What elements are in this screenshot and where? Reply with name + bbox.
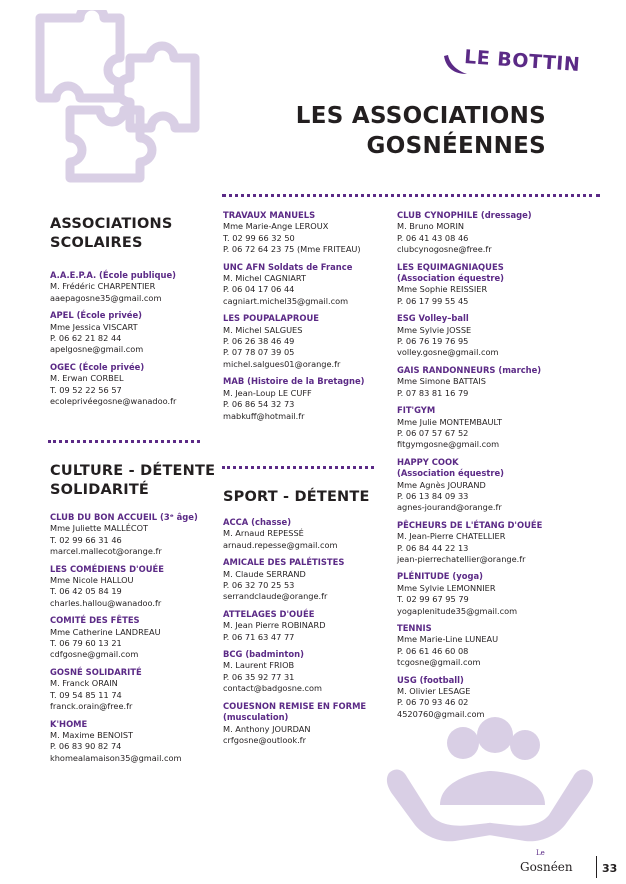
- section-kicker: LE BOTTIN: [463, 46, 581, 77]
- association-name: GOSNÉ SOLIDARITÉ: [50, 666, 142, 677]
- phone-number: P. 06 83 90 82 74: [50, 741, 122, 752]
- list-item: [50, 310, 218, 356]
- phone-number: P. 06 84 44 22 13: [397, 542, 469, 553]
- phone-number: T. 06 42 05 84 19: [50, 586, 122, 597]
- phone-number: P. 06 35 92 77 31: [223, 671, 295, 682]
- section-title-culture: [50, 462, 218, 500]
- header-divider: [222, 194, 600, 197]
- section-title-line: CULTURE - DÉTENTE: [50, 463, 216, 479]
- contact-name: Mme Sylvie LEMONNIER: [397, 582, 496, 593]
- association-name: ESG Volley–ball: [397, 313, 469, 324]
- footer-logo-text: Gosnéen: [520, 860, 573, 874]
- list-item: [397, 571, 597, 617]
- email-link[interactable]: jean-pierrechatellier@orange.fr: [397, 553, 526, 564]
- association-name: A.A.E.P.A. (École publique): [50, 270, 176, 280]
- phone-number: P. 06 72 64 23 75 (Mme FRITEAU): [223, 244, 361, 255]
- association-name: AMICALE DES PALÉTISTES: [223, 557, 345, 568]
- contact-name: Mme Catherine LANDREAU: [50, 626, 161, 637]
- contact-name: Mme Sylvie JOSSE: [397, 324, 472, 335]
- email-link[interactable]: apelgosne@gmail.com: [50, 344, 144, 355]
- phone-number: T. 02 99 67 95 79: [397, 594, 469, 605]
- phone-number: T. 02 99 66 32 50: [223, 232, 295, 243]
- list-item: [223, 313, 395, 370]
- list-item: [50, 270, 218, 304]
- email-link[interactable]: michel.salgues01@orange.fr: [223, 358, 341, 369]
- association-name-sub: (Association équestre): [397, 273, 504, 284]
- email-link[interactable]: khomealamaison35@gmail.com: [50, 752, 182, 763]
- phone-number: P. 06 04 17 06 44: [223, 284, 295, 295]
- list-item: [397, 210, 597, 256]
- email-link[interactable]: cdfgosne@gmail.com: [50, 649, 139, 660]
- association-name-sub: (musculation): [223, 712, 289, 723]
- list-item: [397, 623, 597, 669]
- section-title-sport: SPORT - DÉTENTE: [223, 489, 370, 505]
- email-link[interactable]: crfgosne@outlook.fr: [223, 734, 306, 745]
- list-item: [397, 405, 597, 451]
- column-right: [397, 210, 597, 726]
- association-name: COMITÉ DES FÊTES: [50, 615, 140, 626]
- footer-logo: [520, 849, 573, 876]
- column-left: [50, 215, 218, 413]
- phone-number: P. 06 07 57 67 52: [397, 427, 469, 438]
- association-name: ACCA (chasse): [223, 517, 292, 527]
- list-item: [223, 557, 395, 603]
- column-middle: [223, 210, 395, 428]
- section-title-line: ASSOCIATIONS: [50, 216, 173, 232]
- association-name: ATTELAGES D'OUÉE: [223, 608, 315, 619]
- list-item: [397, 313, 597, 359]
- hands-people-icon: [385, 705, 595, 855]
- email-link[interactable]: charles.hallou@wanadoo.fr: [50, 597, 162, 608]
- contact-name: M. Michel SALGUES: [223, 324, 303, 335]
- contact-name: Mme Julie MONTEMBAULT: [397, 416, 502, 427]
- phone-number: T. 02 99 66 31 46: [50, 534, 122, 545]
- list-item: [223, 210, 395, 256]
- contact-name: Mme Agnès JOURAND: [397, 479, 486, 490]
- email-link[interactable]: serrandclaude@orange.fr: [223, 591, 328, 602]
- phone-number: P. 06 32 70 25 53: [223, 580, 295, 591]
- contact-name: M. Claude SERRAND: [223, 568, 306, 579]
- association-name: TENNIS: [397, 623, 432, 633]
- list-item: [50, 512, 218, 558]
- page-title-line1: LES ASSOCIATIONS: [295, 103, 546, 129]
- column-left-culture: [50, 462, 218, 770]
- association-name: UNC AFN Soldats de France: [223, 261, 353, 272]
- email-link[interactable]: arnaud.repesse@gmail.com: [223, 539, 338, 550]
- contact-name: M. Arnaud REPESSÉ: [223, 528, 304, 539]
- association-name-sub: (Association équestre): [397, 468, 504, 479]
- contact-name: Mme Marie-Ange LEROUX: [223, 221, 329, 232]
- association-name: PLÉNITUDE (yoga): [397, 571, 483, 582]
- contact-name: Mme Marie-Line LUNEAU: [397, 634, 499, 645]
- association-name: MAB (Histoire de la Bretagne): [223, 376, 365, 387]
- contact-name: Mme Juliette MALLÉCOT: [50, 523, 149, 534]
- email-link[interactable]: cagniart.michel35@gmail.com: [223, 295, 349, 306]
- association-name: FIT'GYM: [397, 405, 436, 416]
- phone-number: P. 06 70 93 46 02: [397, 697, 469, 708]
- email-link[interactable]: franck.orain@free.fr: [50, 701, 133, 712]
- list-item: [223, 517, 395, 551]
- email-link[interactable]: volley.gosne@gmail.com: [397, 347, 499, 358]
- association-name: COUESNON REMISE EN FORME: [223, 700, 367, 711]
- puzzle-icon: [30, 10, 205, 185]
- email-link[interactable]: marcel.mallecot@orange.fr: [50, 546, 162, 557]
- column-middle-sport: [223, 488, 395, 752]
- footer-logo-small: Le: [536, 849, 545, 857]
- list-item: [50, 719, 218, 765]
- association-name: BCG (badminton): [223, 649, 304, 660]
- section-title-scolaires: [50, 215, 218, 253]
- phone-number: P. 06 62 21 82 44: [50, 333, 122, 344]
- contact-name: M. Laurent FRIOB: [223, 660, 295, 671]
- association-name: CLUB DU BON ACCUEIL (3ᵉ âge): [50, 512, 198, 522]
- list-item: [397, 520, 597, 566]
- contact-name: M. Olivier LESAGE: [397, 686, 471, 697]
- phone-number: P. 06 26 38 46 49: [223, 336, 295, 347]
- email-link[interactable]: contact@badgosne.com: [223, 683, 323, 694]
- contact-name: M. Jean Pierre ROBINARD: [223, 620, 326, 631]
- contact-name: Mme Sophie REISSIER: [397, 284, 488, 295]
- association-name: OGEC (École privée): [50, 361, 145, 372]
- contact-name: Mme Simone BATTAIS: [397, 376, 486, 387]
- contact-name: M. Anthony JOURDAN: [223, 723, 311, 734]
- phone-number: P. 06 71 63 47 77: [223, 631, 295, 642]
- email-link[interactable]: tcgosne@gmail.com: [397, 657, 481, 668]
- list-item: [50, 667, 218, 713]
- email-link[interactable]: clubcynogosne@free.fr: [397, 244, 492, 255]
- list-item: [223, 701, 395, 747]
- association-name: LES EQUIMAGNIAQUES: [397, 261, 504, 272]
- list-item: [397, 365, 597, 399]
- middle-divider: [222, 466, 374, 469]
- contact-name: M. Jean-Pierre CHATELLIER: [397, 531, 506, 542]
- phone-number: P. 06 76 19 76 95: [397, 336, 469, 347]
- association-name: LES POUPALAPROUE: [223, 313, 319, 324]
- association-name: HAPPY COOK: [397, 456, 459, 467]
- list-item: [223, 262, 395, 308]
- contact-name: M. Jean-Loup LE CUFF: [223, 387, 312, 398]
- page-title: [246, 102, 546, 160]
- page-number: 33: [602, 862, 618, 875]
- email-link[interactable]: fitgymgosne@gmail.com: [397, 439, 500, 450]
- association-name: LES COMÉDIENS D'OUÉE: [50, 563, 164, 574]
- phone-number: T. 06 79 60 13 21: [50, 638, 122, 649]
- phone-number: P. 06 13 84 09 33: [397, 490, 469, 501]
- list-item: [50, 362, 218, 408]
- contact-name: M. Erwan CORBEL: [50, 373, 124, 384]
- contact-name: Mme Nicole HALLOU: [50, 575, 134, 586]
- list-item: [397, 675, 597, 721]
- list-item: [223, 649, 395, 695]
- association-name: APEL (École privée): [50, 310, 142, 321]
- list-item: [397, 457, 597, 514]
- email-link[interactable]: mabkuff@hotmail.fr: [223, 410, 305, 421]
- email-link[interactable]: agnes-jourand@orange.fr: [397, 502, 502, 513]
- phone-number: T. 09 52 22 56 57: [50, 384, 122, 395]
- association-name: K'HOME: [50, 718, 88, 729]
- phone-number: P. 07 83 81 16 79: [397, 387, 469, 398]
- phone-number: T. 09 54 85 11 74: [50, 689, 122, 700]
- left-divider: [48, 440, 200, 443]
- contact-name: M. Bruno MORIN: [397, 221, 464, 232]
- footer-separator: [596, 856, 597, 878]
- email-link[interactable]: 4520760@gmail.com: [397, 708, 485, 719]
- section-title-line: SCOLAIRES: [50, 235, 143, 251]
- email-link[interactable]: aaepagosne35@gmail.com: [50, 292, 162, 303]
- list-item: [50, 564, 218, 610]
- list-item: [223, 376, 395, 422]
- email-link[interactable]: yogaplenitude35@gmail.com: [397, 605, 518, 616]
- list-item: [223, 609, 395, 643]
- phone-number: P. 06 61 46 60 08: [397, 645, 469, 656]
- phone-number: P. 06 17 99 55 45: [397, 295, 469, 306]
- contact-name: Mme Jessica VISCART: [50, 321, 138, 332]
- contact-name: M. Franck ORAIN: [50, 678, 118, 689]
- section-title-line: SOLIDARITÉ: [50, 482, 150, 498]
- phone-number: P. 07 78 07 39 05: [223, 347, 295, 358]
- list-item: [397, 262, 597, 308]
- email-link[interactable]: ecoleprivéegosne@wanadoo.fr: [50, 396, 177, 407]
- association-name: PÊCHEURS DE L'ÉTANG D'OUÉE: [397, 519, 543, 530]
- association-name: GAIS RANDONNEURS (marche): [397, 364, 542, 375]
- association-name: USG (football): [397, 674, 464, 685]
- phone-number: P. 06 86 54 32 73: [223, 399, 295, 410]
- association-name: TRAVAUX MANUELS: [223, 210, 316, 220]
- phone-number: P. 06 41 43 08 46: [397, 232, 469, 243]
- contact-name: M. Michel CAGNIART: [223, 273, 306, 284]
- association-name: CLUB CYNOPHILE (dressage): [397, 210, 532, 220]
- contact-name: M. Maxime BENOIST: [50, 729, 134, 740]
- contact-name: M. Frédéric CHARPENTIER: [50, 281, 156, 292]
- page-title-line2: GOSNÉENNES: [366, 133, 546, 159]
- list-item: [50, 615, 218, 661]
